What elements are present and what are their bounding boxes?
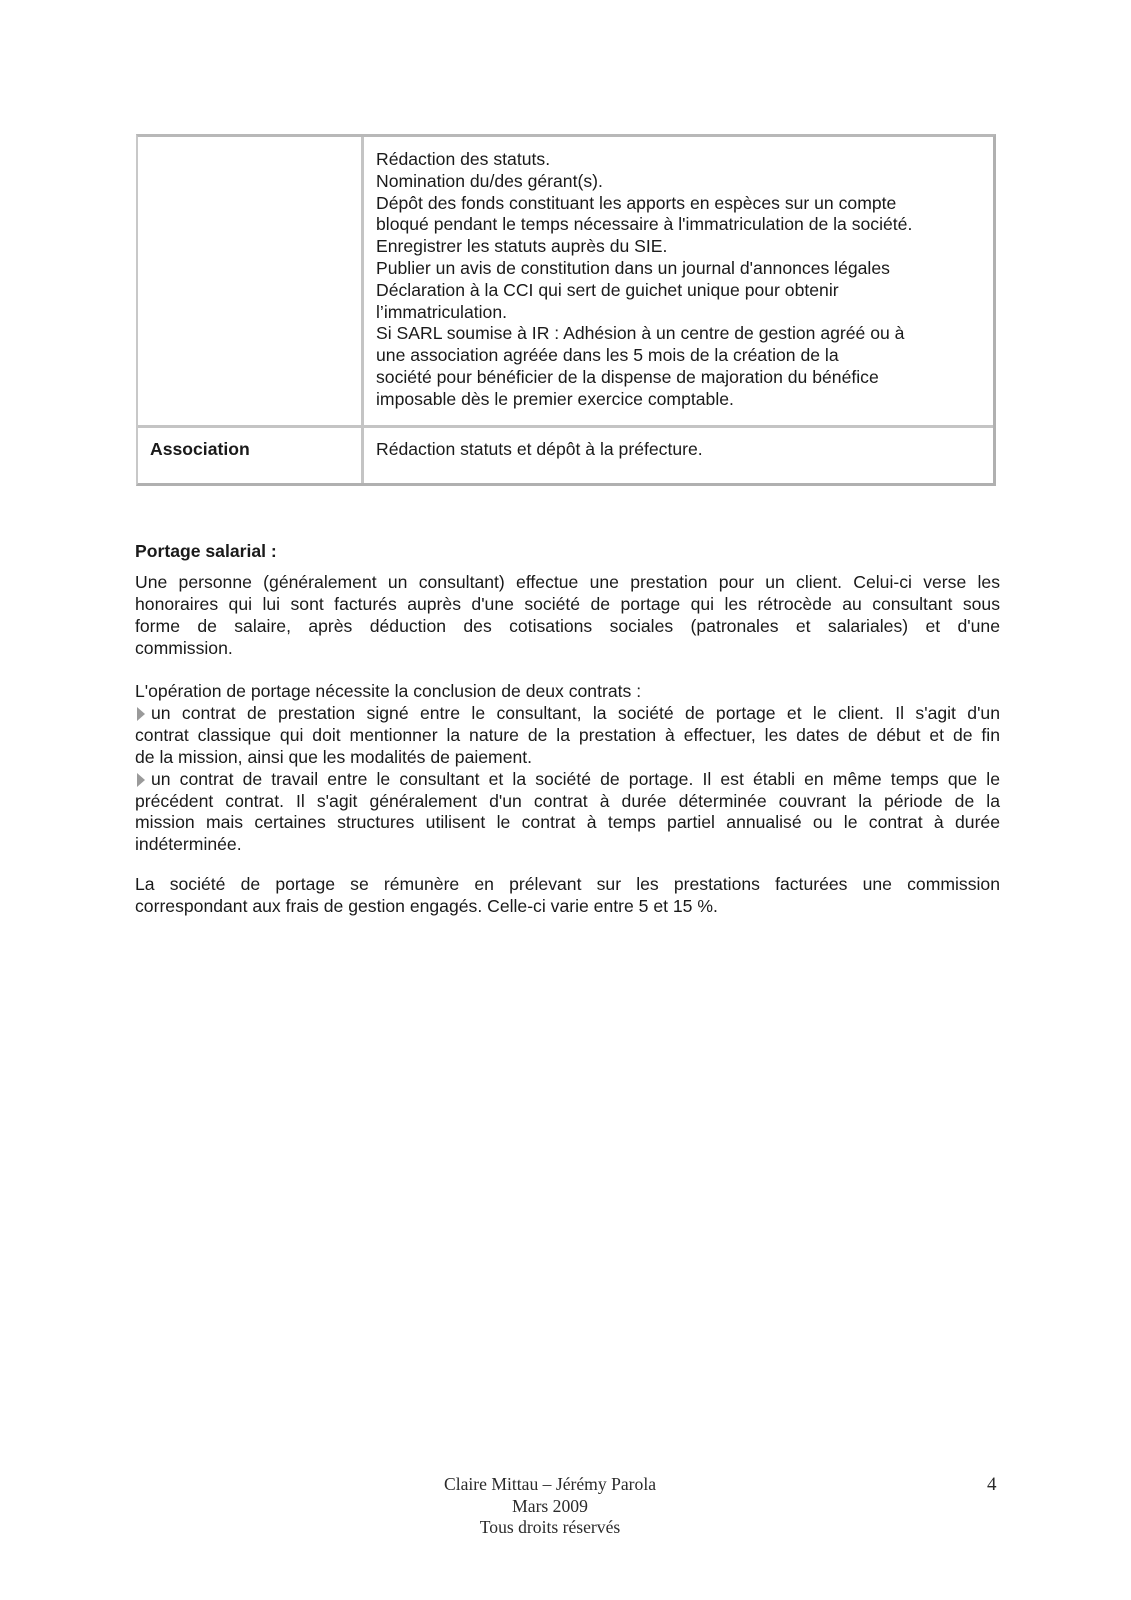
formalities-table	[136, 134, 996, 486]
text-line: indéterminée.	[135, 834, 242, 855]
text-line	[135, 769, 1000, 791]
cell-line: Publier un avis de constitution dans un journal d'annonces légales	[376, 257, 890, 278]
cell-line: Dépôt des fonds constituant les apports en espèces sur un compte	[376, 192, 897, 213]
text-line: précédent contrat. Il s'agit généralement d'un contrat à durée déterminée couvrant la période de la	[135, 790, 1000, 811]
text-line: de la mission, ainsi que les modalités de paiement.	[135, 746, 533, 767]
cell-line: l’immatriculation.	[376, 301, 508, 322]
table-cell-content	[364, 137, 993, 428]
row-label-association: Association	[150, 439, 250, 459]
bullet-text: un contrat de travail entre le consultant et la société de portage. Il est établi en même temps que le	[151, 768, 1000, 789]
text-line: mission mais certaines structures utilisent le contrat à temps partiel annualisé ou le contrat à durée	[135, 812, 1000, 833]
table-cell-label	[138, 428, 364, 483]
cell-line: bloqué pendant le temps nécessaire à l'immatriculation de la société.	[376, 214, 913, 235]
paragraph-definition	[135, 572, 1000, 660]
text-line: forme de salaire, après déduction des cotisations sociales (patronales et salariales) et d'une	[135, 615, 1000, 636]
text-line: correspondant aux frais de gestion engagés. Celle-ci varie entre 5 et 15 %.	[135, 895, 718, 916]
table-row	[138, 428, 993, 483]
list-item	[135, 769, 1000, 857]
section-title: Portage salarial :	[135, 541, 277, 561]
cell-line: Déclaration à la CCI qui sert de guichet unique pour obtenir	[376, 279, 839, 300]
text-line: contrat classique qui doit mentionner la nature de la prestation à effectuer, les dates de début et de fin	[135, 724, 1000, 745]
page-footer	[390, 1474, 710, 1539]
cell-line: Rédaction des statuts.	[376, 149, 551, 169]
text-line: La société de portage se rémunère en prélevant sur les prestations facturées une commission	[135, 874, 1000, 894]
page-number: 4	[987, 1474, 997, 1495]
cell-line: Si SARL soumise à IR : Adhésion à un centre de gestion agréé ou à	[376, 323, 905, 344]
triangle-right-icon	[137, 773, 145, 787]
paragraph-contracts	[135, 681, 1000, 856]
table-cell-content	[364, 428, 993, 483]
cell-line: Enregistrer les statuts auprès du SIE.	[376, 236, 668, 257]
footer-date: Mars 2009	[512, 1495, 588, 1516]
bullet-text: un contrat de prestation signé entre le consultant, la société de portage et le client. Il s'agit d'un	[151, 702, 1000, 723]
triangle-right-icon	[137, 707, 145, 721]
cell-line: imposable dès le premier exercice comptable.	[376, 388, 734, 409]
cell-line: Rédaction statuts et dépôt à la préfecture.	[376, 439, 703, 459]
text-line: Une personne (généralement un consultant) effectue une prestation pour un client. Celui-ci verse les	[135, 572, 1000, 592]
table-row	[138, 137, 993, 428]
list-item	[135, 703, 1000, 769]
footer-rights: Tous droits réservés	[479, 1517, 621, 1537]
footer-authors: Claire Mittau – Jérémy Parola	[443, 1474, 657, 1494]
text-line: commission.	[135, 637, 233, 658]
cell-line: Nomination du/des gérant(s).	[376, 170, 603, 191]
cell-line: société pour bénéficier de la dispense de majoration du bénéfice	[376, 366, 879, 387]
paragraph-remuneration	[135, 874, 1000, 918]
text-line	[135, 703, 1000, 725]
text-line: L'opération de portage nécessite la conclusion de deux contrats :	[135, 681, 642, 701]
text-line: honoraires qui lui sont facturés auprès d'une société de portage qui les rétrocède au consultant sous	[135, 593, 1000, 614]
table-cell-label	[138, 137, 364, 428]
cell-line: une association agréée dans les 5 mois de la création de la	[376, 345, 839, 366]
